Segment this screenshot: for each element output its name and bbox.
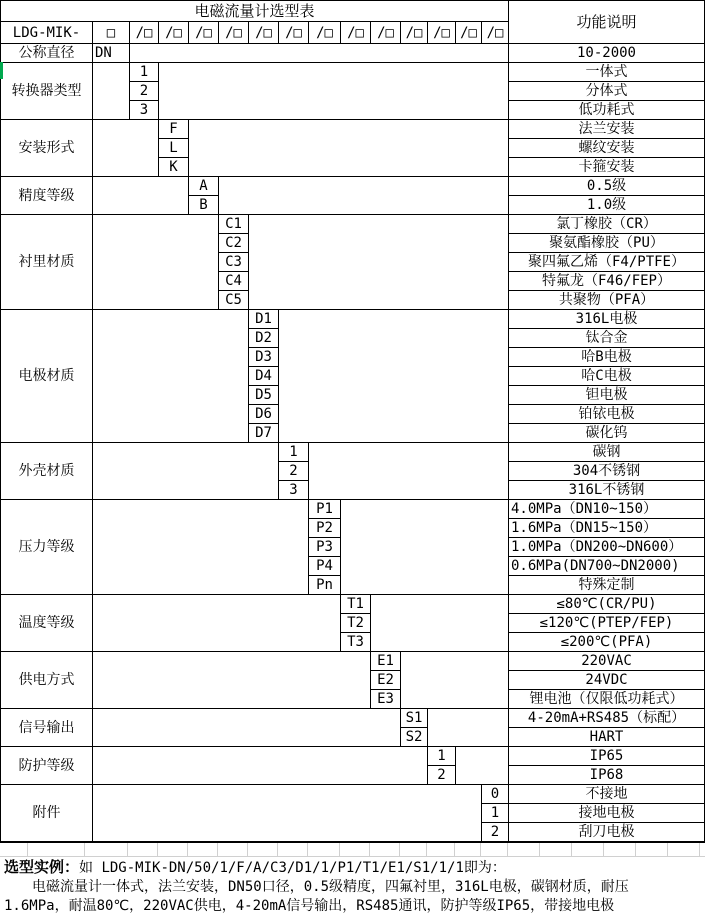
code-cell: 2 xyxy=(482,823,509,842)
desc-cell: 分体式 xyxy=(509,82,704,101)
desc-cell: 1.6MPa（DN15~150） xyxy=(509,519,704,538)
code-cell: Pn xyxy=(309,576,341,595)
spacer-cell xyxy=(93,785,482,842)
code-cell: 2 xyxy=(130,82,159,101)
desc-cell: 不接地 xyxy=(509,785,704,804)
desc-cell: 特殊定制 xyxy=(509,576,704,595)
grid-tick xyxy=(636,843,668,857)
desc-cell: 碳化钨 xyxy=(509,424,704,443)
desc-cell: 氯丁橡胶（CR） xyxy=(509,215,704,234)
spacer-cell xyxy=(159,63,509,120)
section-label: 公称直径 xyxy=(1,44,93,63)
code-cell: 1 xyxy=(130,63,159,82)
desc-cell: 特氟龙（F46/FEP） xyxy=(509,272,704,291)
desc-cell: 1.0级 xyxy=(509,196,704,215)
code-cell: D6 xyxy=(249,405,279,424)
code-cell: S2 xyxy=(401,728,428,747)
code-cell: 1 xyxy=(482,804,509,823)
desc-cell: 刮刀电极 xyxy=(509,823,704,842)
spacer-cell xyxy=(93,747,428,785)
code-cell: S1 xyxy=(401,709,428,728)
grid-tick xyxy=(0,843,28,857)
spacer-cell xyxy=(93,215,219,310)
code-cell: C4 xyxy=(219,272,249,291)
code-cell: DN xyxy=(93,44,130,63)
code-cell: C2 xyxy=(219,234,249,253)
grid-tick xyxy=(481,843,508,857)
code-slot: /□ xyxy=(341,22,371,44)
code-cell: D1 xyxy=(249,310,279,329)
desc-cell: 一体式 xyxy=(509,63,704,82)
desc-cell: ≤200℃(PFA) xyxy=(509,633,704,652)
grid-tick xyxy=(370,843,400,857)
example-heading: 选型实例： xyxy=(4,858,80,876)
code-cell: D5 xyxy=(249,386,279,405)
spacer-cell xyxy=(93,310,249,443)
code-slot: /□ xyxy=(130,22,159,44)
grid-tick xyxy=(427,843,455,857)
code-cell: E3 xyxy=(371,690,401,709)
section-label: 外壳材质 xyxy=(1,443,93,500)
spacer-cell xyxy=(93,443,279,500)
spacer-cell xyxy=(93,177,189,215)
code-cell: T3 xyxy=(341,633,371,652)
code-slot: /□ xyxy=(401,22,428,44)
section-label: 安装形式 xyxy=(1,120,93,177)
spacer-cell xyxy=(456,747,509,785)
desc-cell: 24VDC xyxy=(509,671,704,690)
grid-tick xyxy=(188,843,218,857)
code-cell: L xyxy=(159,139,189,158)
spacer-cell xyxy=(130,44,509,63)
example-code-string: 如 LDG-MIK-DN/50/1/F/A/C3/D1/1/P1/T1/E1/S1/1/1即为： xyxy=(79,860,506,876)
grid-tick xyxy=(308,843,340,857)
code-slot: /□ xyxy=(428,22,456,44)
code-cell: D2 xyxy=(249,329,279,348)
code-cell: E2 xyxy=(371,671,401,690)
code-cell: 0 xyxy=(482,785,509,804)
spacer-cell xyxy=(93,500,309,595)
desc-cell: 304不锈钢 xyxy=(509,462,704,481)
example-line-1 xyxy=(4,858,705,878)
desc-cell: 4.0MPa（DN10~150） xyxy=(509,500,704,519)
grid-tick xyxy=(158,843,188,857)
code-box-slot: □ xyxy=(93,22,130,44)
desc-cell: IP68 xyxy=(509,766,704,785)
code-slot: /□ xyxy=(279,22,309,44)
desc-cell: 低功耗式 xyxy=(509,101,704,120)
spacer-cell xyxy=(371,595,509,652)
desc-cell: 钽电极 xyxy=(509,386,704,405)
grid-tick xyxy=(85,843,128,857)
grid-tick xyxy=(455,843,481,857)
desc-cell: 4-20mA+RS485（标配） xyxy=(509,709,704,728)
grid-tick xyxy=(540,843,572,857)
spacer-cell xyxy=(341,500,509,595)
spacer-cell xyxy=(279,310,509,443)
code-cell: P4 xyxy=(309,557,341,576)
code-slot: /□ xyxy=(249,22,279,44)
desc-cell: 碳钢 xyxy=(509,443,704,462)
grid-tick xyxy=(28,843,85,857)
desc-cell: 锂电池（仅限低功耗式） xyxy=(509,690,704,709)
code-cell: 3 xyxy=(130,101,159,120)
code-cell: A xyxy=(189,177,219,196)
code-cell: C1 xyxy=(219,215,249,234)
code-cell: 2 xyxy=(279,462,309,481)
example-line-3: 1.6MPa，耐温80℃，220VAC供电，4-20mA信号输出，RS485通讯，防护等级IP65，带接地电极 xyxy=(4,898,615,914)
section-label: 电极材质 xyxy=(1,310,93,443)
model-prefix: LDG-MIK- xyxy=(1,22,93,44)
grid-tick xyxy=(248,843,278,857)
desc-cell: 法兰安装 xyxy=(509,120,704,139)
desc-cell: 0.6MPa(DN700~DN2000) xyxy=(509,557,704,576)
desc-cell: IP65 xyxy=(509,747,704,766)
grid-tick xyxy=(340,843,370,857)
code-slot: /□ xyxy=(482,22,509,44)
desc-cell: 铂铱电极 xyxy=(509,405,704,424)
table-title: 电磁流量计选型表 xyxy=(1,1,509,22)
desc-cell: 聚氨酯橡胶（PU） xyxy=(509,234,704,253)
code-cell: T1 xyxy=(341,595,371,614)
section-label: 转换器类型 xyxy=(1,63,93,120)
spacer-cell xyxy=(249,215,509,310)
code-cell: D7 xyxy=(249,424,279,443)
code-slot: /□ xyxy=(309,22,341,44)
desc-cell: 1.0MPa（DN200~DN600） xyxy=(509,538,704,557)
section-label: 防护等级 xyxy=(1,747,93,785)
code-cell: 1 xyxy=(428,747,456,766)
grid-tick xyxy=(400,843,427,857)
code-cell: P3 xyxy=(309,538,341,557)
desc-cell: HART xyxy=(509,728,704,747)
desc-cell: ≤80℃(CR/PU) xyxy=(509,595,704,614)
spacer-cell xyxy=(401,652,509,709)
code-cell: B xyxy=(189,196,219,215)
desc-cell: 10-2000 xyxy=(509,44,704,63)
section-label: 精度等级 xyxy=(1,177,93,215)
code-cell: K xyxy=(159,158,189,177)
section-label: 供电方式 xyxy=(1,652,93,709)
desc-cell: 哈C电极 xyxy=(509,367,704,386)
desc-cell: 聚四氟乙烯（F4/PTFE） xyxy=(509,253,704,272)
empty-grid-row xyxy=(0,843,705,857)
grid-tick xyxy=(700,843,705,857)
desc-cell: 钛合金 xyxy=(509,329,704,348)
desc-cell: 接地电极 xyxy=(509,804,704,823)
code-cell: E1 xyxy=(371,652,401,671)
function-column-header: 功能说明 xyxy=(509,1,704,44)
grid-tick xyxy=(218,843,248,857)
code-slot: /□ xyxy=(219,22,249,44)
code-cell: C3 xyxy=(219,253,249,272)
desc-cell: 共聚物（PFA） xyxy=(509,291,704,310)
section-label: 温度等级 xyxy=(1,595,93,652)
desc-cell: 螺纹安装 xyxy=(509,139,704,158)
code-slot: /□ xyxy=(189,22,219,44)
code-cell: 3 xyxy=(279,481,309,500)
code-cell: D3 xyxy=(249,348,279,367)
spacer-cell xyxy=(93,120,159,177)
desc-cell: 220VAC xyxy=(509,652,704,671)
grid-tick xyxy=(604,843,636,857)
spacer-cell xyxy=(189,120,509,177)
code-slot: /□ xyxy=(456,22,482,44)
desc-cell: 哈B电极 xyxy=(509,348,704,367)
grid-tick xyxy=(508,843,540,857)
spacer-cell xyxy=(309,443,509,500)
spacer-cell xyxy=(93,652,371,709)
section-label: 衬里材质 xyxy=(1,215,93,310)
desc-cell: 0.5级 xyxy=(509,177,704,196)
code-cell: C5 xyxy=(219,291,249,310)
spacer-cell xyxy=(93,63,130,120)
desc-cell: 卡箍安装 xyxy=(509,158,704,177)
desc-cell: ≤120℃(PTEP/FEP) xyxy=(509,614,704,633)
code-cell: P2 xyxy=(309,519,341,538)
spacer-cell xyxy=(93,709,401,747)
section-label: 信号输出 xyxy=(1,709,93,747)
code-cell: T2 xyxy=(341,614,371,633)
code-cell: D4 xyxy=(249,367,279,386)
desc-cell: 316L电极 xyxy=(509,310,704,329)
grid-tick xyxy=(668,843,700,857)
code-cell: 2 xyxy=(428,766,456,785)
desc-cell: 316L不锈钢 xyxy=(509,481,704,500)
section-label: 压力等级 xyxy=(1,500,93,595)
section-label: 附件 xyxy=(1,785,93,842)
spacer-cell xyxy=(219,177,509,215)
code-slot: /□ xyxy=(371,22,401,44)
selection-example xyxy=(0,857,705,916)
spacer-cell xyxy=(93,595,341,652)
green-marker-artifact xyxy=(0,62,3,79)
code-cell: P1 xyxy=(309,500,341,519)
code-cell: 1 xyxy=(279,443,309,462)
grid-tick xyxy=(572,843,604,857)
spacer-cell xyxy=(428,709,509,747)
example-line-2: 电磁流量计一体式，法兰安装，DN50口径，0.5级精度，四氟衬里，316L电极，碳钢材质，耐压 xyxy=(32,879,629,895)
code-cell: F xyxy=(159,120,189,139)
grid-tick xyxy=(128,843,158,857)
grid-tick xyxy=(278,843,308,857)
code-slot: /□ xyxy=(159,22,189,44)
